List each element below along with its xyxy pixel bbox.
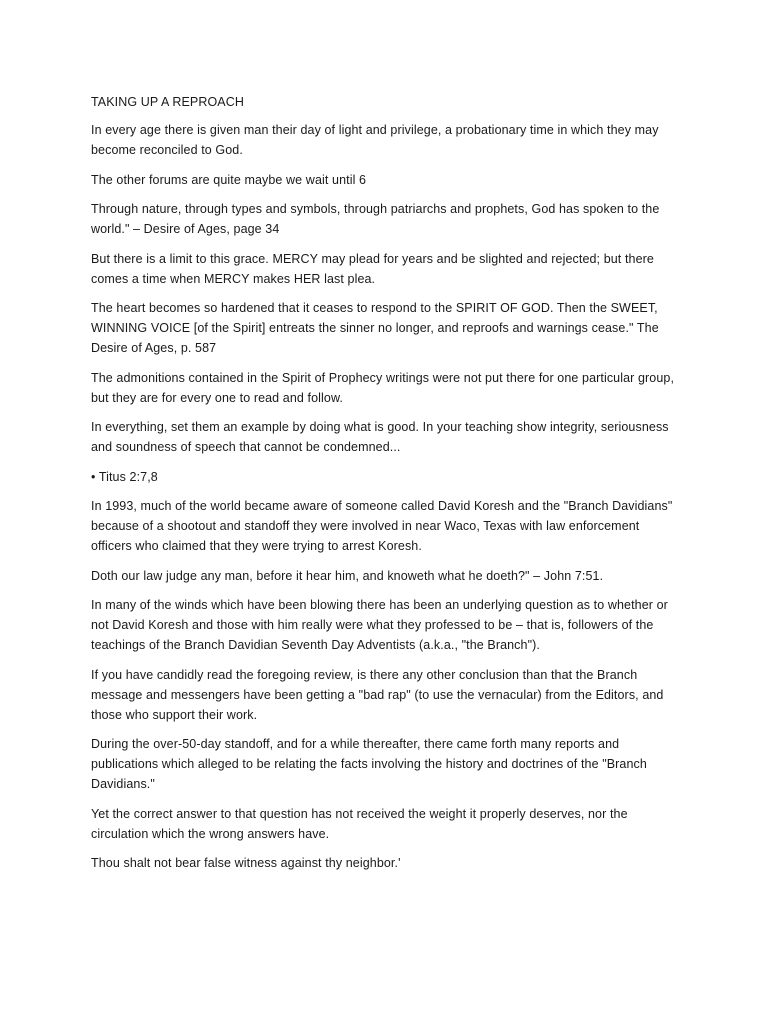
bullet-citation: • Titus 2:7,8 [91, 469, 158, 484]
document-title: TAKING UP A REPROACH [91, 95, 244, 109]
paragraph-6: The admonitions contained in the Spirit of Prophecy writings were not put there for one particular group, but they are for every one to read and follow. [91, 370, 675, 405]
paragraph-12: If you have candidly read the foregoing review, is there any other conclusion than that the Branch message and messengers have been getting a "bad rap" (to use the vernacular) from the Editors, and those who support their work. [91, 667, 664, 722]
paragraph-1: In every age there is given man their day of light and privilege, a probationary time in which they may become reconciled to God. [91, 123, 659, 157]
paragraph-5: The heart becomes so hardened that it ceases to respond to the SPIRIT OF GOD. Then the SWEET, WINNING VOICE [of the Spirit] entreats the sinner no longer, and reproofs and warnings cease." The Desire of Ages, p. 587 [91, 301, 659, 355]
paragraph-11: In many of the winds which have been blowing there has been an underlying question as to whether or not David Koresh and those with him really were what they professed to be – that is, followers of the teachings of the Branch Davidian Seventh Day Adventists (a.k.a., "the Branch"). [91, 598, 668, 652]
document-page [91, 92, 681, 883]
paragraph-2: The other forums are quite maybe we wait until 6 [91, 172, 367, 187]
paragraph-14: Yet the correct answer to that question has not received the weight it properly deserves, nor the circulation which the wrong answers have. [91, 806, 628, 841]
paragraph-15: Thou shalt not bear false witness against thy neighbor.' [91, 856, 401, 870]
paragraph-13: During the over-50-day standoff, and for a while thereafter, there came forth many reports and publications which alleged to be relating the facts involving the history and doctrines of the "Branch Davidians." [91, 737, 647, 791]
paragraph-10: Doth our law judge any man, before it hear him, and knoweth what he doeth?" – John 7:51. [91, 568, 604, 583]
paragraph-4: But there is a limit to this grace. MERCY may plead for years and be slighted and rejected; but there comes a time when MERCY makes HER last plea. [91, 251, 654, 286]
paragraph-3: Through nature, through types and symbols, through patriarchs and prophets, God has spoken to the world." – Desire of Ages, page 34 [91, 202, 660, 236]
paragraph-9: In 1993, much of the world became aware of someone called David Koresh and the "Branch Davidians" because of a shootout and standoff they were involved in near Waco, Texas with law enforcement officers who claimed that they were trying to arrest Koresh. [91, 499, 673, 553]
paragraph-7: In everything, set them an example by doing what is good. In your teaching show integrity, seriousness and soundness of speech that cannot be condemned... [91, 420, 669, 454]
